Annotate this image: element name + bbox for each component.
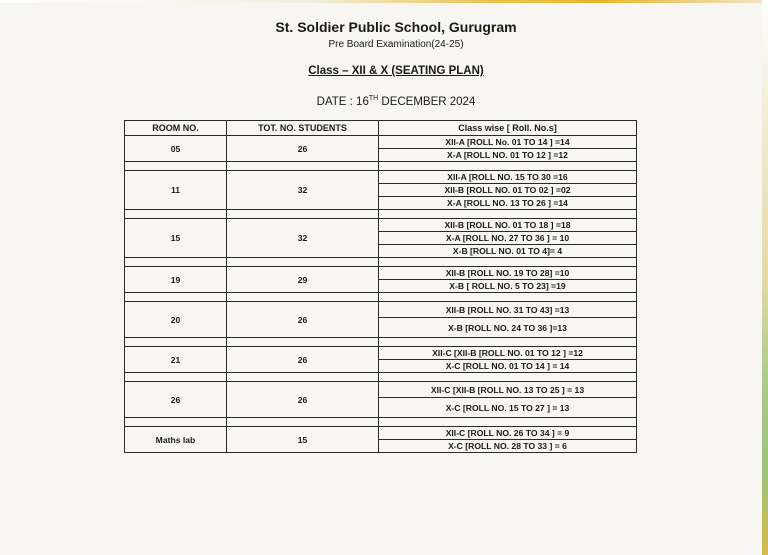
table-row xyxy=(125,171,637,184)
classwise-entry: X-B [ ROLL NO. 5 TO 23] =19 xyxy=(379,280,637,293)
classwise-entry: XII-C [XII-B [ROLL NO. 13 TO 25 ] = 13 xyxy=(379,382,637,398)
school-name: St. Soldier Public School, Gurugram xyxy=(275,19,517,35)
classwise-entry: X-A [ROLL NO. 01 TO 12 ] =12 xyxy=(379,149,637,162)
classwise-entry: X-C [ROLL NO. 28 TO 33 ] = 6 xyxy=(379,440,637,453)
paper-top-edge xyxy=(0,0,768,3)
classwise-entry: XII-C [XII-B [ROLL NO. 01 TO 12 ] =12 xyxy=(379,347,637,360)
total-students: 26 xyxy=(227,347,379,373)
total-students: 26 xyxy=(227,382,379,418)
total-students: 15 xyxy=(227,427,379,453)
classwise-entry: X-A [ROLL NO. 13 TO 26 ] =14 xyxy=(379,197,637,210)
total-students: 26 xyxy=(227,136,379,162)
table-row xyxy=(125,427,637,440)
class-heading: Class – XII & X (SEATING PLAN) xyxy=(308,65,484,77)
date-suffix: DECEMBER 2024 xyxy=(378,95,476,108)
col-classwise-header: Class wise [ Roll. No.s] xyxy=(379,121,637,136)
exam-date xyxy=(12,95,768,108)
exam-title: Pre Board Examination(24-25) xyxy=(328,39,464,50)
table-row xyxy=(125,267,637,280)
table-row xyxy=(125,382,637,398)
spacer-row xyxy=(125,162,637,171)
room-number: 15 xyxy=(125,219,227,258)
spacer-row xyxy=(125,258,637,267)
col-room-header: ROOM NO. xyxy=(125,121,227,136)
table-row xyxy=(125,136,637,149)
total-students: 32 xyxy=(227,171,379,210)
room-number: 05 xyxy=(125,136,227,162)
classwise-entry: XII-B [ROLL NO. 19 TO 28] =10 xyxy=(379,267,637,280)
table-header-row xyxy=(125,121,637,136)
total-students: 32 xyxy=(227,219,379,258)
room-number: Maths lab xyxy=(125,427,227,453)
room-number: 20 xyxy=(125,302,227,338)
table-row xyxy=(125,219,637,232)
classwise-entry: XII-C [ROLL NO. 26 TO 34 ] = 9 xyxy=(379,427,637,440)
col-total-header: TOT. NO. STUDENTS xyxy=(227,121,379,136)
table-row xyxy=(125,347,637,360)
classwise-entry: XII-A [ROLL NO. 15 TO 30 =16 xyxy=(379,171,637,184)
spacer-row xyxy=(125,210,637,219)
date-prefix: DATE : 16 xyxy=(316,95,369,108)
room-number: 19 xyxy=(125,267,227,293)
classwise-entry: X-C [ROLL NO. 15 TO 27 ] = 13 xyxy=(379,398,637,418)
room-number: 21 xyxy=(125,347,227,373)
paper-right-edge xyxy=(762,0,768,555)
spacer-row xyxy=(125,418,637,427)
room-number: 26 xyxy=(125,382,227,418)
classwise-entry: XII-B [ROLL NO. 31 TO 43] =13 xyxy=(379,302,637,318)
classwise-entry: XII-A [ROLL No. 01 TO 14 ] =14 xyxy=(379,136,637,149)
spacer-row xyxy=(125,293,637,302)
table-row xyxy=(125,302,637,318)
seating-plan-table xyxy=(124,120,637,453)
classwise-entry: X-B [ROLL NO. 01 TO 4]= 4 xyxy=(379,245,637,258)
date-superscript: TH xyxy=(368,95,379,102)
spacer-row xyxy=(125,373,637,382)
classwise-entry: X-C [ROLL NO. 01 TO 14 ] = 14 xyxy=(379,360,637,373)
total-students: 26 xyxy=(227,302,379,338)
classwise-entry: XII-B [ROLL NO. 01 TO 18 ] =18 xyxy=(379,219,637,232)
classwise-entry: XII-B [ROLL NO. 01 TO 02 ] =02 xyxy=(379,184,637,197)
classwise-entry: X-B [ROLL NO. 24 TO 36 ]=13 xyxy=(379,318,637,338)
total-students: 29 xyxy=(227,267,379,293)
room-number: 11 xyxy=(125,171,227,210)
spacer-row xyxy=(125,338,637,347)
classwise-entry: X-A [ROLL NO. 27 TO 36 ] = 10 xyxy=(379,232,637,245)
